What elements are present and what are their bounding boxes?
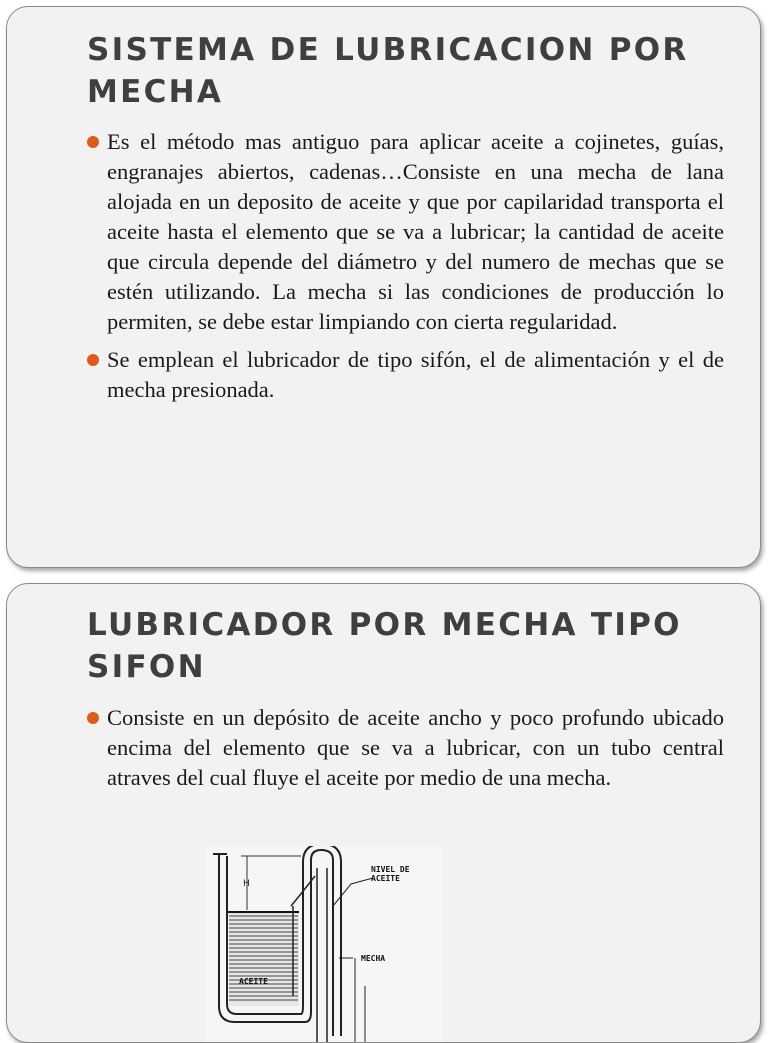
bullet-dot-icon	[87, 136, 99, 148]
bullet-item	[107, 345, 724, 405]
slide-1	[6, 6, 761, 568]
slide-2-bullet-list	[107, 703, 724, 801]
bullet-text: Es el método mas antiguo para aplicar aceite a cojinetes, guías, engranajes abiertos, cadenas…Consiste en una mecha de lana alojada en un deposito de aceite y que por capilaridad transporta el aceite hasta el elemento que se va a lubricar; la cantidad de aceite que circula depende del diámetro y del numero de mechas que se estén utilizando. La mecha si las condiciones de producción lo permiten, se debe estar limpiando con cierta regularidad.	[107, 129, 724, 334]
siphon-lubricator-diagram	[205, 846, 443, 1043]
slide-1-title: SISTEMA DE LUBRICACION POR MECHA	[87, 32, 689, 110]
bullet-text: Consiste en un depósito de aceite ancho y poco profundo ubicado encima del elemento que se va a lubricar, con un tubo central atraves del cual fluye el aceite por medio de una mecha.	[107, 705, 724, 790]
label-nivel-de: NIVEL DE	[371, 865, 410, 874]
label-aceite: ACEITE	[239, 977, 268, 986]
slide-2-title: LUBRICADOR POR MECHA TIPO SIFON	[87, 607, 682, 685]
bullet-dot-icon	[87, 712, 99, 724]
label-mecha: MECHA	[361, 954, 386, 963]
bullet-item	[107, 127, 724, 337]
label-h: H	[243, 879, 250, 889]
slide-1-bullet-list	[107, 127, 724, 413]
bullet-dot-icon	[87, 354, 99, 366]
bullet-item	[107, 703, 724, 793]
slide-2	[6, 583, 761, 1043]
oil-hatching	[227, 912, 299, 1006]
label-aceite-level: ACEITE	[371, 874, 400, 883]
bullet-text: Se emplean el lubricador de tipo sifón, el de alimentación y el de mecha presionada.	[107, 347, 724, 402]
